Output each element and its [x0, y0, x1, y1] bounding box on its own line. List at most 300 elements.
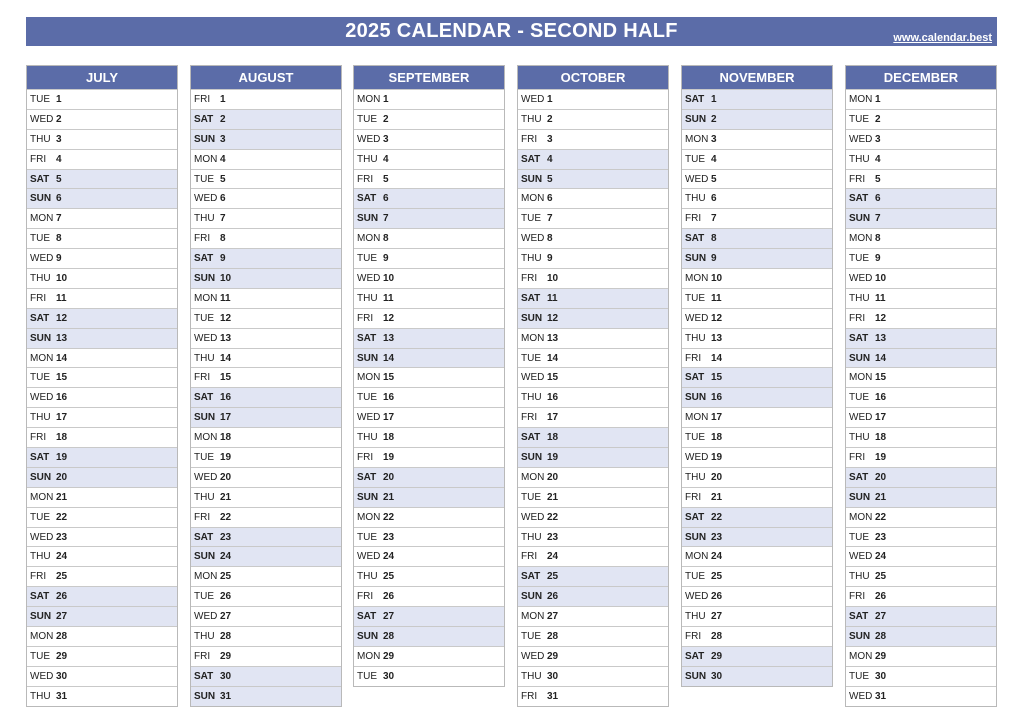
weekday-label: MON	[849, 93, 873, 105]
day-number: 15	[383, 372, 395, 384]
weekday-label: TUE	[521, 491, 541, 503]
weekday-label: MON	[849, 650, 873, 662]
day-number: 5	[711, 173, 717, 185]
weekday-label: SUN	[849, 491, 871, 503]
day-number: 17	[220, 412, 232, 424]
weekday-label: SAT	[194, 253, 214, 265]
day-number: 15	[220, 372, 232, 384]
weekday-label: MON	[849, 511, 873, 523]
day-number: 11	[875, 292, 886, 304]
day-row	[27, 228, 177, 248]
day-row	[354, 487, 504, 507]
weekday-label: TUE	[849, 253, 869, 265]
day-number: 23	[56, 531, 68, 543]
weekday-label: FRI	[521, 690, 538, 702]
weekday-label: TUE	[521, 630, 541, 642]
day-number: 19	[220, 451, 232, 463]
day-row	[191, 288, 341, 308]
day-number: 26	[875, 591, 887, 603]
day-number: 22	[56, 511, 68, 523]
day-row	[846, 367, 996, 387]
weekday-label: MON	[30, 630, 54, 642]
weekday-label: SAT	[357, 611, 377, 623]
day-number: 6	[711, 193, 717, 205]
day-number: 4	[547, 153, 553, 165]
day-row	[27, 367, 177, 387]
day-number: 3	[220, 133, 226, 145]
day-row	[846, 407, 996, 427]
day-number: 25	[220, 571, 232, 583]
day-row	[191, 487, 341, 507]
weekday-label: WED	[849, 551, 873, 563]
day-row	[518, 566, 668, 586]
weekday-label: SAT	[194, 392, 214, 404]
day-row	[518, 507, 668, 527]
day-row	[682, 407, 832, 427]
day-number: 13	[711, 332, 723, 344]
day-number: 25	[547, 571, 559, 583]
day-number: 12	[220, 312, 232, 324]
day-row	[682, 109, 832, 129]
day-number: 7	[383, 213, 389, 225]
weekday-label: FRI	[30, 571, 47, 583]
weekday-label: SUN	[521, 173, 543, 185]
day-row	[354, 447, 504, 467]
weekday-label: TUE	[30, 511, 50, 523]
day-row	[27, 586, 177, 606]
day-number: 7	[220, 213, 226, 225]
day-row	[846, 169, 996, 189]
weekday-label: WED	[30, 531, 54, 543]
day-row	[682, 228, 832, 248]
weekday-label: FRI	[194, 372, 211, 384]
day-number: 22	[547, 511, 559, 523]
day-row	[518, 169, 668, 189]
day-row	[354, 288, 504, 308]
day-row	[354, 89, 504, 109]
day-number: 30	[56, 670, 68, 682]
weekday-label: MON	[194, 292, 218, 304]
day-row	[191, 626, 341, 646]
weekday-label: SUN	[849, 352, 871, 364]
weekday-label: SAT	[521, 571, 541, 583]
weekday-label: MON	[849, 233, 873, 245]
weekday-label: WED	[685, 173, 709, 185]
day-row	[191, 129, 341, 149]
day-row	[518, 228, 668, 248]
day-number: 6	[875, 193, 881, 205]
weekday-label: SUN	[194, 551, 216, 563]
day-number: 20	[547, 471, 559, 483]
day-number: 29	[711, 650, 723, 662]
day-row	[682, 467, 832, 487]
weekday-label: MON	[521, 193, 545, 205]
day-row	[27, 507, 177, 527]
weekday-label: TUE	[194, 312, 214, 324]
day-number: 14	[220, 352, 232, 364]
day-row	[354, 387, 504, 407]
weekday-label: SAT	[521, 432, 541, 444]
weekday-label: TUE	[521, 213, 541, 225]
day-number: 17	[875, 412, 887, 424]
day-row	[27, 149, 177, 169]
day-number: 24	[56, 551, 68, 563]
day-number: 28	[875, 630, 887, 642]
weekday-label: SAT	[30, 173, 50, 185]
day-row	[354, 586, 504, 606]
day-row	[846, 308, 996, 328]
day-number: 31	[547, 690, 559, 702]
weekday-label: SUN	[521, 312, 543, 324]
day-row	[191, 268, 341, 288]
day-number: 21	[711, 491, 723, 503]
weekday-label: WED	[521, 511, 545, 523]
weekday-label: SUN	[357, 491, 379, 503]
weekday-label: TUE	[30, 233, 50, 245]
day-number: 23	[547, 531, 559, 543]
weekday-label: TUE	[194, 451, 214, 463]
day-row	[27, 487, 177, 507]
weekday-label: SAT	[30, 591, 50, 603]
day-row	[682, 387, 832, 407]
day-number: 25	[711, 571, 723, 583]
weekday-label: FRI	[357, 591, 374, 603]
day-number: 30	[875, 670, 887, 682]
weekday-label: MON	[685, 551, 709, 563]
weekday-label: MON	[357, 93, 381, 105]
day-row	[518, 367, 668, 387]
day-number: 27	[56, 611, 68, 623]
day-number: 26	[220, 591, 232, 603]
day-row	[354, 188, 504, 208]
month-header: DECEMBER	[846, 66, 996, 89]
day-row	[354, 467, 504, 487]
day-row	[354, 228, 504, 248]
day-row	[846, 328, 996, 348]
weekday-label: MON	[30, 491, 54, 503]
day-number: 22	[711, 511, 723, 523]
weekday-label: WED	[357, 272, 381, 284]
day-row	[191, 507, 341, 527]
weekday-label: SAT	[685, 233, 705, 245]
day-row	[354, 527, 504, 547]
day-row	[27, 606, 177, 626]
weekday-label: MON	[357, 372, 381, 384]
day-number: 5	[383, 173, 389, 185]
weekday-label: FRI	[30, 292, 47, 304]
day-number: 16	[711, 392, 723, 404]
day-number: 13	[220, 332, 232, 344]
weekday-label: SUN	[521, 451, 543, 463]
weekday-label: SUN	[194, 690, 216, 702]
day-row	[846, 686, 996, 706]
day-row	[27, 646, 177, 666]
weekday-label: MON	[849, 372, 873, 384]
day-number: 20	[220, 471, 232, 483]
day-row	[518, 387, 668, 407]
day-row	[27, 387, 177, 407]
weekday-label: TUE	[357, 531, 377, 543]
day-row	[354, 566, 504, 586]
day-row	[354, 169, 504, 189]
weekday-label: FRI	[685, 352, 702, 364]
day-number: 9	[711, 253, 717, 265]
day-number: 11	[220, 292, 231, 304]
day-number: 30	[711, 670, 723, 682]
weekday-label: FRI	[685, 213, 702, 225]
day-row	[518, 288, 668, 308]
day-row	[27, 188, 177, 208]
weekday-label: TUE	[194, 591, 214, 603]
day-row	[27, 248, 177, 268]
weekday-label: TUE	[849, 670, 869, 682]
weekday-label: THU	[849, 292, 870, 304]
day-number: 6	[220, 193, 226, 205]
day-row	[191, 666, 341, 686]
day-row	[846, 149, 996, 169]
day-number: 13	[383, 332, 395, 344]
day-row	[846, 348, 996, 368]
day-number: 16	[383, 392, 395, 404]
day-row	[846, 188, 996, 208]
day-row	[682, 586, 832, 606]
weekday-label: SUN	[30, 611, 52, 623]
weekday-label: TUE	[194, 173, 214, 185]
day-number: 10	[875, 272, 887, 284]
weekday-label: WED	[357, 412, 381, 424]
weekday-label: SAT	[685, 511, 705, 523]
day-number: 22	[220, 511, 232, 523]
weekday-label: SAT	[685, 372, 705, 384]
weekday-label: MON	[357, 233, 381, 245]
month-header: OCTOBER	[518, 66, 668, 89]
weekday-label: TUE	[357, 253, 377, 265]
weekday-label: WED	[30, 670, 54, 682]
weekday-label: FRI	[357, 451, 374, 463]
day-number: 26	[383, 591, 395, 603]
day-number: 7	[56, 213, 62, 225]
day-number: 31	[220, 690, 232, 702]
day-row	[518, 268, 668, 288]
weekday-label: SAT	[849, 611, 869, 623]
day-row	[191, 328, 341, 348]
day-row	[518, 407, 668, 427]
day-number: 8	[547, 233, 553, 245]
day-number: 21	[875, 491, 887, 503]
day-row	[354, 268, 504, 288]
weekday-label: SUN	[357, 352, 379, 364]
weekday-label: WED	[194, 471, 218, 483]
day-number: 11	[383, 292, 394, 304]
weekday-label: MON	[194, 153, 218, 165]
day-row	[682, 308, 832, 328]
day-number: 3	[875, 133, 881, 145]
weekday-label: THU	[685, 471, 706, 483]
calendar-title-text: 2025 CALENDAR - SECOND HALF	[345, 20, 678, 42]
weekday-label: THU	[194, 630, 215, 642]
weekday-label: WED	[194, 611, 218, 623]
day-number: 18	[383, 432, 395, 444]
weekday-label: SAT	[849, 332, 869, 344]
day-row	[518, 188, 668, 208]
day-number: 1	[220, 93, 226, 105]
day-row	[518, 686, 668, 706]
weekday-label: THU	[30, 412, 51, 424]
weekday-label: MON	[521, 611, 545, 623]
day-number: 4	[220, 153, 226, 165]
day-number: 1	[383, 93, 389, 105]
day-row	[27, 308, 177, 328]
day-number: 23	[875, 531, 887, 543]
weekday-label: SUN	[685, 670, 707, 682]
weekday-label: SUN	[30, 332, 52, 344]
day-row	[27, 268, 177, 288]
day-number: 26	[711, 591, 723, 603]
day-row	[518, 487, 668, 507]
day-number: 5	[56, 173, 62, 185]
day-number: 24	[711, 551, 723, 563]
weekday-label: FRI	[521, 551, 538, 563]
day-row	[354, 208, 504, 228]
day-row	[518, 546, 668, 566]
day-number: 1	[56, 93, 62, 105]
weekday-label: FRI	[357, 312, 374, 324]
day-row	[518, 328, 668, 348]
day-row	[846, 566, 996, 586]
weekday-label: FRI	[521, 272, 538, 284]
day-row	[682, 149, 832, 169]
day-row	[682, 626, 832, 646]
weekday-label: WED	[849, 690, 873, 702]
weekday-label: TUE	[521, 352, 541, 364]
weekday-label: SUN	[194, 272, 216, 284]
day-row	[191, 149, 341, 169]
weekday-label: SUN	[30, 471, 52, 483]
day-number: 27	[383, 611, 395, 623]
day-number: 22	[383, 511, 395, 523]
day-row	[354, 427, 504, 447]
day-row	[27, 407, 177, 427]
day-number: 4	[875, 153, 881, 165]
day-row	[846, 427, 996, 447]
day-number: 2	[56, 113, 62, 125]
day-row	[191, 447, 341, 467]
weekday-label: SUN	[685, 113, 707, 125]
day-number: 19	[56, 451, 68, 463]
month-header: JULY	[27, 66, 177, 89]
day-number: 18	[56, 432, 68, 444]
weekday-label: FRI	[194, 93, 211, 105]
weekday-label: THU	[521, 113, 542, 125]
day-row	[191, 427, 341, 447]
day-number: 8	[711, 233, 717, 245]
weekday-label: TUE	[685, 432, 705, 444]
weekday-label: THU	[521, 392, 542, 404]
day-number: 18	[220, 432, 232, 444]
day-number: 29	[56, 650, 68, 662]
day-row	[682, 566, 832, 586]
day-number: 26	[56, 591, 68, 603]
day-row	[27, 129, 177, 149]
day-number: 12	[711, 312, 723, 324]
day-number: 12	[875, 312, 887, 324]
weekday-label: WED	[685, 591, 709, 603]
day-number: 8	[220, 233, 226, 245]
site-link[interactable]: www.calendar.best	[893, 32, 992, 44]
day-number: 14	[383, 352, 395, 364]
day-number: 11	[547, 292, 558, 304]
day-number: 21	[56, 491, 68, 503]
day-number: 6	[547, 193, 553, 205]
day-number: 14	[711, 352, 723, 364]
weekday-label: FRI	[30, 153, 47, 165]
day-row	[682, 507, 832, 527]
weekday-label: WED	[849, 272, 873, 284]
weekday-label: SUN	[194, 412, 216, 424]
weekday-label: FRI	[194, 650, 211, 662]
day-number: 4	[56, 153, 62, 165]
weekday-label: WED	[194, 193, 218, 205]
day-number: 20	[56, 471, 68, 483]
day-number: 15	[875, 372, 887, 384]
day-number: 25	[56, 571, 68, 583]
weekday-label: MON	[685, 133, 709, 145]
day-number: 5	[220, 173, 226, 185]
weekday-label: MON	[521, 471, 545, 483]
day-row	[682, 447, 832, 467]
day-row	[518, 348, 668, 368]
day-number: 14	[875, 352, 887, 364]
weekday-label: SUN	[521, 591, 543, 603]
weekday-label: THU	[521, 531, 542, 543]
weekday-label: FRI	[685, 491, 702, 503]
day-number: 28	[383, 630, 395, 642]
weekday-label: WED	[521, 93, 545, 105]
calendar-title	[26, 17, 997, 46]
day-row	[846, 387, 996, 407]
day-number: 2	[383, 113, 389, 125]
day-row	[191, 228, 341, 248]
day-number: 5	[547, 173, 553, 185]
day-number: 2	[711, 113, 717, 125]
weekday-label: FRI	[194, 233, 211, 245]
day-number: 4	[383, 153, 389, 165]
weekday-label: SUN	[849, 213, 871, 225]
day-row	[682, 348, 832, 368]
day-number: 5	[875, 173, 881, 185]
day-number: 19	[383, 451, 395, 463]
month-september	[353, 65, 505, 687]
day-row	[27, 169, 177, 189]
day-number: 9	[547, 253, 553, 265]
weekday-label: SAT	[521, 292, 541, 304]
day-row	[846, 228, 996, 248]
weekday-label: TUE	[357, 113, 377, 125]
day-number: 21	[547, 491, 559, 503]
day-row	[682, 527, 832, 547]
day-number: 6	[56, 193, 62, 205]
weekday-label: THU	[357, 432, 378, 444]
day-number: 29	[383, 650, 395, 662]
day-row	[846, 268, 996, 288]
day-number: 23	[383, 531, 395, 543]
day-number: 1	[875, 93, 881, 105]
weekday-label: THU	[521, 253, 542, 265]
day-number: 7	[711, 213, 717, 225]
day-number: 30	[383, 670, 395, 682]
weekday-label: THU	[357, 571, 378, 583]
day-row	[191, 586, 341, 606]
